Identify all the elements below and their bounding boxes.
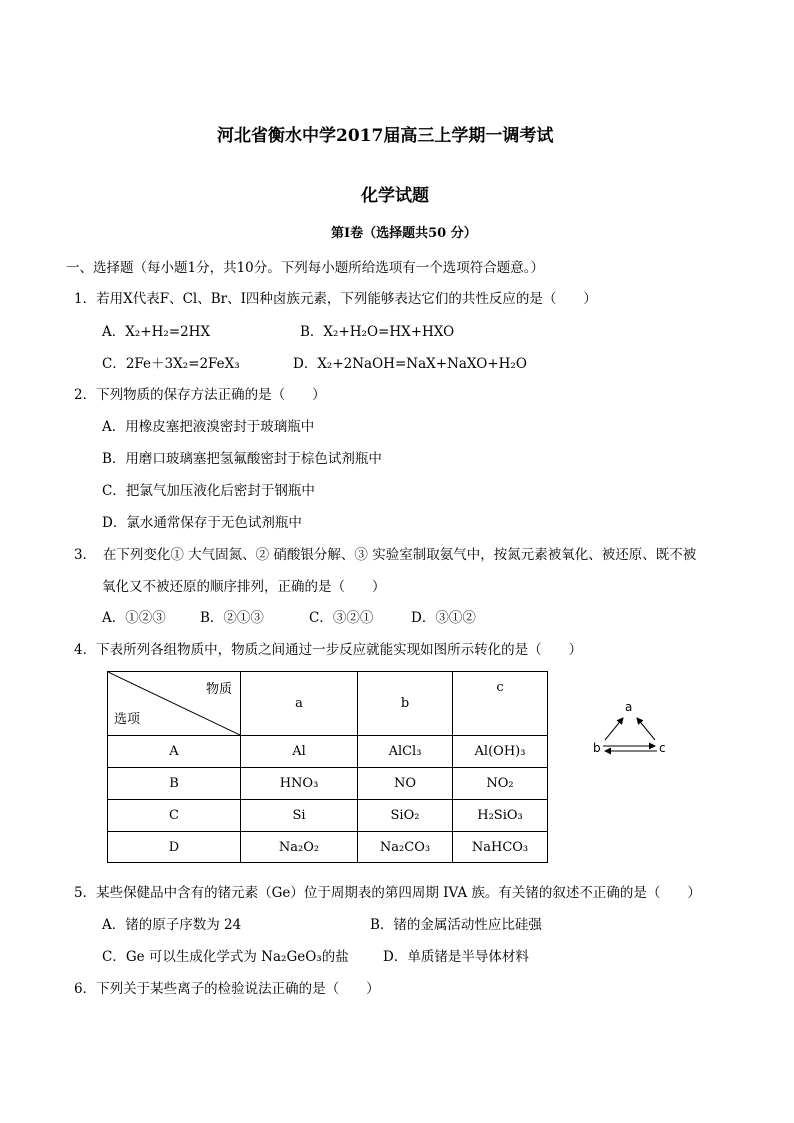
- q2-stem: 2．下列物质的保存方法正确的是（ ）: [74, 387, 326, 403]
- cell-b: NO: [358, 768, 453, 800]
- instructions: 一、选择题（每小题1分，共10分。下列每小题所给选项有一个选项符合题意。）: [66, 260, 545, 276]
- q5-stem: 5．某些保健品中含有的锗元素（Ge）位于周期表的第四周期 IVA 族。有关锗的叙述不正确的是（ ）: [74, 885, 701, 901]
- section-title: 第I卷（选择题共50 分）: [331, 226, 477, 241]
- column-header-b: b: [358, 672, 453, 736]
- arrow-c-to-a: [637, 718, 655, 740]
- q4-stem: 4．下表所列各组物质中，物质之间通过一步反应就能实现如图所示转化的是（ ）: [74, 642, 583, 658]
- cell-a: Si: [241, 800, 358, 832]
- table-corner-cell: [108, 672, 241, 736]
- row-option: A: [108, 736, 241, 768]
- q1-option-a: A．X₂+H₂=2HX: [102, 324, 211, 340]
- table-row: [108, 800, 548, 832]
- table-row: [108, 736, 548, 768]
- cell-c: Al(OH)₃: [453, 736, 548, 768]
- q5-option-b: B．锗的金属活动性应比硅强: [370, 917, 542, 933]
- q2-option-d: D．氯水通常保存于无色试剂瓶中: [102, 515, 302, 531]
- conversion-diagram: [585, 698, 675, 760]
- cell-a: Na₂O₂: [241, 832, 358, 863]
- cell-b: Na₂CO₃: [358, 832, 453, 863]
- diagram-node-b: b: [593, 741, 601, 755]
- exam-title: 河北省衡水中学2017届高三上学期一调考试: [217, 126, 554, 146]
- q3-stem-line1: 3． 在下列变化① 大气固氮、② 硝酸银分解、③ 实验室制取氨气中，按氮元素被氧化、被还原、既不被: [74, 547, 697, 563]
- q6-stem: 6．下列关于某些离子的检验说法正确的是（ ）: [74, 981, 380, 997]
- cell-c: NaHCO₃: [453, 832, 548, 863]
- q1-option-b: B．X₂+H₂O=HX+HXO: [300, 324, 455, 340]
- q3-option-b: B．②①③: [200, 610, 264, 626]
- table-row: [108, 768, 548, 800]
- q5-option-a: A．锗的原子序数为 24: [102, 917, 242, 933]
- cell-b: SiO₂: [358, 800, 453, 832]
- q5-option-c: C．Ge 可以生成化学式为 Na₂GeO₃的盐: [102, 949, 349, 965]
- cell-c: NO₂: [453, 768, 548, 800]
- cell-a: HNO₃: [241, 768, 358, 800]
- q4-table: [107, 671, 548, 863]
- q3-option-a: A．①②③: [102, 610, 166, 626]
- q2-option-c: C．把氯气加压液化后密封于钢瓶中: [102, 483, 315, 499]
- q1-option-c: C．2Fe＋3X₂=2FeX₃: [102, 356, 240, 372]
- diagram-arrows: [585, 698, 675, 760]
- q1-option-d: D．X₂+2NaOH=NaX+NaXO+H₂O: [293, 356, 527, 372]
- diagram-node-c: c: [659, 741, 666, 755]
- corner-label-option: 选项: [114, 712, 141, 727]
- corner-label-substance: 物质: [205, 682, 232, 697]
- row-option: D: [108, 832, 241, 863]
- q2-option-b: B．用磨口玻璃塞把氢氟酸密封于棕色试剂瓶中: [102, 451, 382, 467]
- q3-option-c: C．③②①: [309, 610, 374, 626]
- q3-option-d: D．③①②: [411, 610, 476, 626]
- q3-stem-line2: 氧化又不被还原的顺序排列，正确的是（ ）: [102, 579, 386, 595]
- cell-b: AlCl₃: [358, 736, 453, 768]
- row-option: B: [108, 768, 241, 800]
- q1-stem: 1．若用X代表F、Cl、Br、I四种卤族元素，下列能够表达它们的共性反应的是（ ）: [74, 291, 597, 307]
- arrow-b-to-a: [605, 718, 623, 740]
- table-header-row: [108, 672, 548, 736]
- column-header-a: a: [241, 672, 358, 736]
- table-row: [108, 832, 548, 863]
- cell-a: Al: [241, 736, 358, 768]
- cell-c: H₂SiO₃: [453, 800, 548, 832]
- diagram-node-a: a: [625, 700, 633, 714]
- q5-option-d: D．单质锗是半导体材料: [383, 949, 529, 965]
- q2-option-a: A．用橡皮塞把液溴密封于玻璃瓶中: [102, 419, 315, 435]
- subject-title: 化学试题: [361, 186, 429, 206]
- column-header-c: c: [453, 672, 548, 736]
- row-option: C: [108, 800, 241, 832]
